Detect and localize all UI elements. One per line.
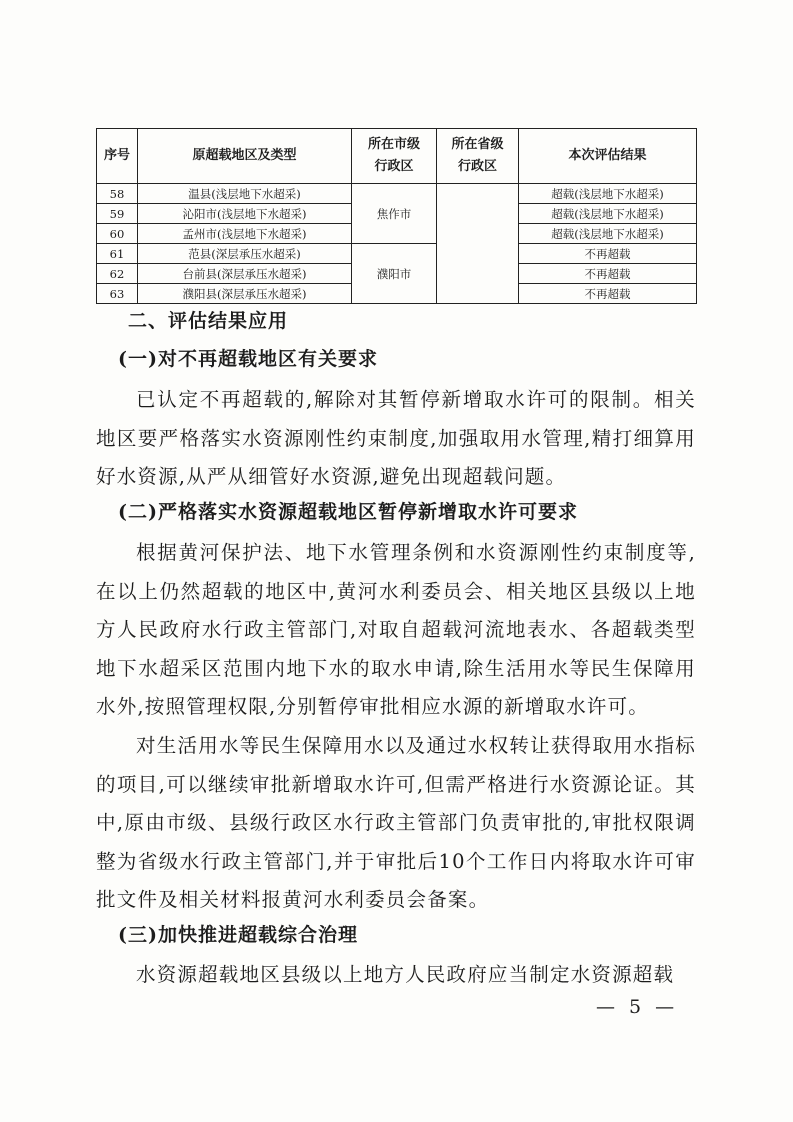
- paragraph-3: 对生活用水等民生保障用水以及通过水权转让获得取用水指标的项目,可以继续审批新增取水许可,但需严格进行水资源论证。其中,原由市级、县级行政区水行政主管部门负责审批的,审批权限调整为省级水行政主管部门,并于审批后10个工作日内将取水许可审批文件及相关材料报黄河水利委员会备案。: [96, 734, 696, 911]
- table-row: [97, 184, 697, 204]
- cell-result: 不再超载: [519, 284, 697, 304]
- header-result: 本次评估结果: [519, 129, 697, 184]
- paragraph-1: 已认定不再超载的,解除对其暂停新增取水许可的限制。相关地区要严格落实水资源刚性约束制度,加强取用水管理,精打细算用好水资源,从严从细管好水资源,避免出现超载问题。: [96, 388, 696, 488]
- subsection-heading-2: (二)严格落实水资源超载地区暂停新增取水许可要求: [118, 501, 578, 523]
- section-heading: 二、评估结果应用: [128, 310, 289, 332]
- header-area: 原超载地区及类型: [138, 129, 352, 184]
- cell-seq: 58: [97, 184, 138, 204]
- paragraph-2: 根据黄河保护法、地下水管理条例和水资源刚性约束制度等,在以上仍然超载的地区中,黄河水利委员会、相关地区县级以上地方人民政府水行政主管部门,对取自超载河流地表水、各超载类型地下水超采区范围内地下水的取水申请,除生活用水等民生保障用水外,按照管理权限,分别暂停审批相应水源的新增取水许可。: [96, 541, 696, 718]
- cell-area: 沁阳市(浅层地下水超采): [138, 204, 352, 224]
- header-province: 所在省级行政区: [437, 129, 519, 184]
- cell-area: 濮阳县(深层承压水超采): [138, 284, 352, 304]
- cell-result: 超载(浅层地下水超采): [519, 184, 697, 204]
- cell-area: 温县(浅层地下水超采): [138, 184, 352, 204]
- subsection-heading-1: (一)对不再超载地区有关要求: [118, 348, 378, 370]
- cell-seq: 61: [97, 244, 138, 264]
- table-row: [97, 244, 697, 264]
- cell-result: 超载(浅层地下水超采): [519, 204, 697, 224]
- table-header-row: [97, 129, 697, 184]
- cell-result: 不再超载: [519, 244, 697, 264]
- paragraph-4: 水资源超载地区县级以上地方人民政府应当制定水资源超载: [136, 963, 675, 986]
- cell-seq: 63: [97, 284, 138, 304]
- cell-seq: 59: [97, 204, 138, 224]
- evaluation-table: [96, 128, 697, 304]
- subsection-heading-3: (三)加快推进超载综合治理: [118, 924, 358, 946]
- cell-result: 不再超载: [519, 264, 697, 284]
- cell-seq: 60: [97, 224, 138, 244]
- page-number: — 5 —: [596, 996, 679, 1018]
- cell-area: 范县(深层承压水超采): [138, 244, 352, 264]
- cell-city: 濮阳市: [352, 244, 437, 304]
- cell-province: [437, 184, 519, 304]
- cell-city: 焦作市: [352, 184, 437, 244]
- header-seq: 序号: [97, 129, 138, 184]
- cell-seq: 62: [97, 264, 138, 284]
- cell-area: 孟州市(浅层地下水超采): [138, 224, 352, 244]
- cell-area: 台前县(深层承压水超采): [138, 264, 352, 284]
- header-city: 所在市级行政区: [352, 129, 437, 184]
- cell-result: 超载(浅层地下水超采): [519, 224, 697, 244]
